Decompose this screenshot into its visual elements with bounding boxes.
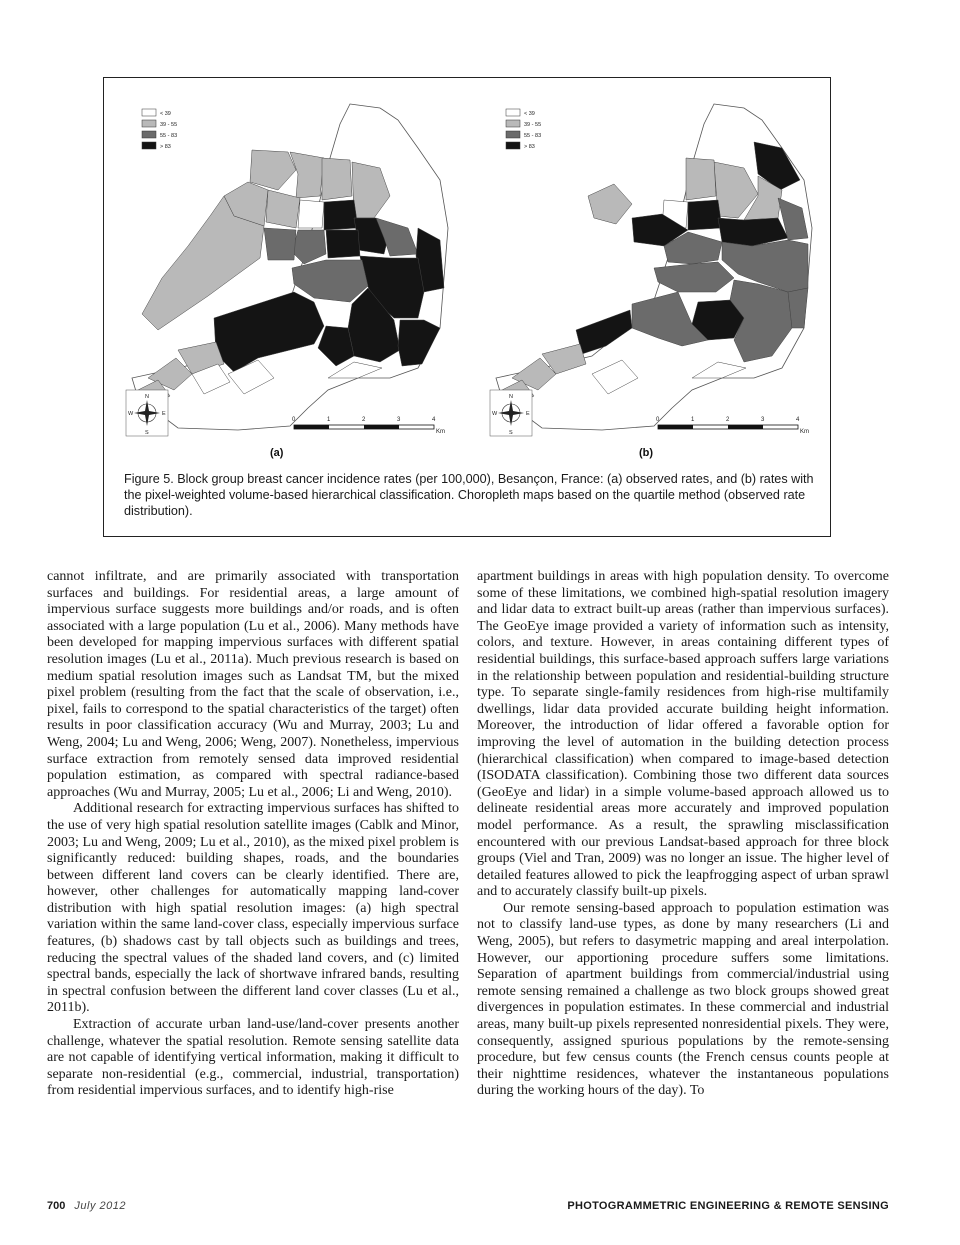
- scale-tick: 1: [691, 417, 695, 423]
- choropleth-map-b: [482, 78, 822, 448]
- choropleth-map-a: [118, 78, 458, 448]
- scale-bar: [292, 417, 445, 435]
- map-legend: [142, 109, 177, 150]
- paragraph: Extraction of accurate urban land-use/land-cover presents another challenge, whatever the spatial resolution. Remote sensing satellite data are not capable of identifying vertical information, making it difficult to separate non-residential (e.g., commercial, industrial, transportation) from residential impervious surfaces, and to identify high-rise: [47, 1017, 459, 1099]
- compass-east: E: [162, 411, 166, 417]
- scale-tick: 3: [761, 417, 765, 423]
- legend-swatch-2: [142, 120, 156, 127]
- legend-label-4: > 83: [160, 144, 171, 150]
- compass-north: N: [145, 394, 149, 400]
- scale-unit: Km: [436, 429, 445, 435]
- legend-swatch-1: [142, 109, 156, 116]
- compass-rose: [126, 390, 168, 436]
- compass-west: W: [492, 411, 498, 417]
- compass-west: W: [128, 411, 134, 417]
- paragraph: cannot infiltrate, and are primarily associated with transportation surfaces and buildings. For residential areas, a large amount of impervious surface suggests more buildings and/or roads, and is often associated with a large population (Lu et al., 2006). Many methods have been developed for mapping impervious surfaces with different spatial resolution images (Lu et al., 2011a). Much previous research is based on medium spatial resolution images such as Landsat TM, but the mixed pixel problem (resulting from the fact that the scale of observation, i.e., pixel, fails to correspond to the spatial characteristics of the target) often results in poor classification accuracy (Wu and Murray, 2003; Lu and Weng, 2004; Lu and Weng, 2006; Weng, 2007). Nonetheless, impervious surface extraction from remotely sensed data improved residential population estimation, as compared with spectral radiance-based approaches (Wu and Murray, 2005; Lu et al., 2006; Li and Weng, 2010).: [47, 569, 459, 800]
- legend-label-2: 39 - 55: [524, 122, 542, 128]
- body-column-right: [477, 569, 889, 1100]
- page-number: 700: [47, 1200, 66, 1212]
- journal-name: PHOTOGRAMMETRIC ENGINEERING & REMOTE SENSING: [567, 1200, 889, 1212]
- page-footer-left: [47, 1200, 126, 1212]
- scale-tick: 3: [397, 417, 401, 423]
- legend-label-3: 55 - 83: [160, 133, 178, 139]
- scale-tick: 1: [327, 417, 331, 423]
- legend-swatch-4: [142, 142, 156, 149]
- panel-label-a: (a): [270, 447, 284, 459]
- figure-caption: Figure 5. Block group breast cancer incidence rates (per 100,000), Besançon, France: (a) observed rates, and (b) rates with the pixel-weighted volume-based hierarchical classification. Choropleth maps based on the quartile method (observed rate distribution).: [124, 472, 814, 518]
- compass-east: E: [526, 411, 530, 417]
- paragraph: Our remote sensing-based approach to population estimation was not to classify land-use types, as done by many researchers (Li and Weng, 2005), but refers to dasymetric mapping and areal interpolation. However, our apportioning procedure suffers some limitations. Separation of apartment buildings from commercial/industrial using remote sensing remained a challenge as two block groups showed great divergences in population estimates. In these commercial and industrial areas, many built-up pixels represented nonresidential pixels. They were, consequently, assigned spurious populations by the remote-sensing procedure, but few census counts (the French census counts people at their nighttime residences, whatever the instantaneous populations during the working hours of the day). To: [477, 900, 889, 1099]
- compass-north: N: [509, 394, 513, 400]
- legend-swatch-2: [506, 120, 520, 127]
- scale-unit: Km: [800, 429, 809, 435]
- legend-swatch-3: [506, 131, 520, 138]
- panel-label-b: (b): [639, 447, 654, 459]
- legend-label-3: 55 - 83: [524, 133, 542, 139]
- figure-5: [103, 77, 831, 537]
- paragraph: Additional research for extracting impervious surfaces has shifted to the use of very high spatial resolution satellite images (Cablk and Minor, 2003; Lu and Weng, 2009; Lu et al., 2010), as the mixed pixel problem is significantly reduced: building shapes, roads, and the boundaries between different land covers can be clearly identified. There are, however, other challenges for automatically mapping land-cover distribution with high spatial resolution images: (a) high spectral variation within the same land-cover class, especially impervious surface features, (b) shadows cast by tall objects such as buildings and trees, reducing the spectral values of the shaded land covers, and (c) limited spectral bands, especially the lack of shortwave infrared bands, resulting in spectral confusion between the different land cover classes (Lu et al., 2011b).: [47, 801, 459, 1016]
- scale-tick: 0: [292, 417, 296, 423]
- compass-south: S: [509, 430, 513, 436]
- scale-tick: 2: [726, 417, 730, 423]
- legend-label-1: < 39: [160, 111, 171, 117]
- legend-swatch-3: [142, 131, 156, 138]
- paragraph: apartment buildings in areas with high population density. To overcome some of these limitations, we combined high-spatial resolution imagery and lidar data to extract built-up areas (rather than impervious surfaces). The GeoEye image provided a variety of information such as intensity, colors, and texture. However, in areas containing different types of residential buildings, this surface-based approach suffers large variations in the relationship between population and residential-building structure type. To separate single-family residences from high-rise multifamily dwellings, lidar data provided accurate building height information. Moreover, the introduction of lidar offered a favorable option for improving the level of automation in the building detection process (hierarchical classification) when compared to image-based detection (ISODATA classification). Combining those two different data sources (GeoEye and lidar) in a simple volume-based approach allowed us to delineate residential areas more accurately and improved population model performance. As a result, the sprawling misclassification encountered with our previous Landsat-based approach for three block groups (Viel and Tran, 2009) was no longer an issue. The higher level of detailed features allowed to pick the leapfrogging aspect of urban sprawl and to accurately classify built-up pixels.: [477, 569, 889, 900]
- legend-label-2: 39 - 55: [160, 122, 178, 128]
- compass-rose: [490, 390, 532, 436]
- body-column-left: [47, 569, 459, 1100]
- scale-tick: 4: [796, 417, 800, 423]
- compass-south: S: [145, 430, 149, 436]
- scale-tick: 2: [362, 417, 366, 423]
- map-legend: [506, 109, 541, 150]
- legend-swatch-4: [506, 142, 520, 149]
- legend-swatch-1: [506, 109, 520, 116]
- issue-date: July 2012: [74, 1200, 127, 1212]
- scale-tick: 0: [656, 417, 660, 423]
- scale-bar: [656, 417, 809, 435]
- legend-label-1: < 39: [524, 111, 535, 117]
- legend-label-4: > 83: [524, 144, 535, 150]
- scale-tick: 4: [432, 417, 436, 423]
